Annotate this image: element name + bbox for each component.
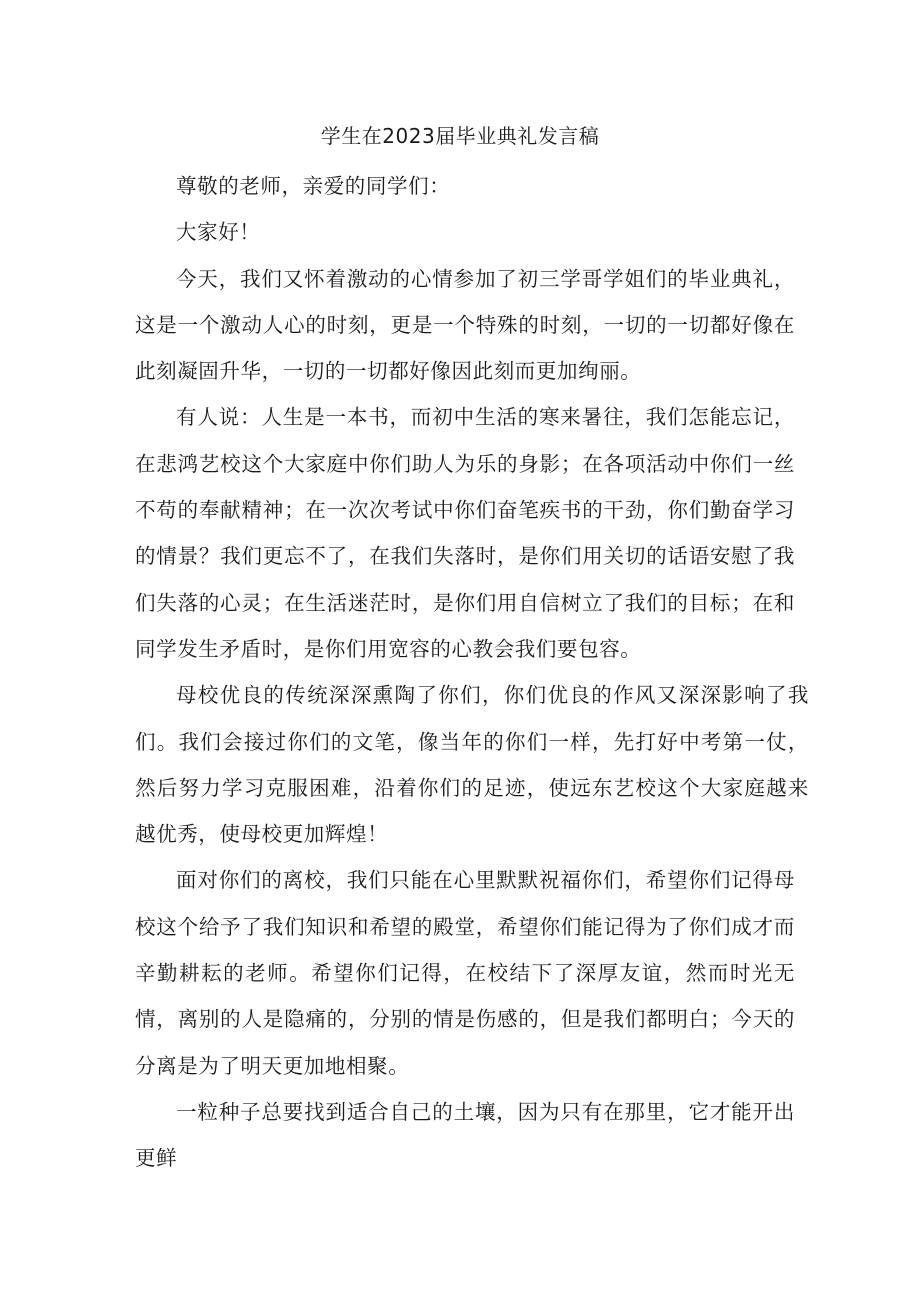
paragraph-3: 母校优良的传统深深熏陶了你们，你们优良的作风又深深影响了我们。我们会接过你们的文笔，像当年的你们一样，先打好中考第一仗，然后努力学习克服困难，沿着你们的足迹，使远东艺校这个大家庭越来越优秀，使母校更加辉煌！	[135, 683, 809, 847]
paragraph-2: 有人说：人生是一本书，而初中生活的寒来暑往，我们怎能忘记，在悲鸿艺校这个大家庭中你们助人为乐的身影；在各项活动中你们一丝不苟的奉献精神；在一次次考试中你们奋笔疾书的干劲，你们勤奋学习的情景？我们更忘不了，在我们失落时，是你们用关切的话语安慰了我们失落的心灵；在生活迷茫时，是你们用自信树立了我们的目标；在和同学发生矛盾时，是你们用宽容的心教会我们要包容。	[135, 405, 795, 661]
paragraph-4: 面对你们的离校，我们只能在心里默默祝福你们，希望你们记得母校这个给予了我们知识和希望的殿堂，希望你们能记得为了你们成才而辛勤耕耘的老师。希望你们记得，在校结下了深厚友谊，然而时光无情，离别的人是隐痛的，分别的情是伤感的，但是我们都明白；今天的分离是为了明天更加地相聚。	[135, 868, 795, 1078]
greeting: 大家好！	[176, 220, 261, 245]
paragraph-5: 一粒种子总要找到适合自己的土壤，因为只有在那里，它才能开出更鲜	[135, 1099, 795, 1171]
document-body	[135, 163, 809, 1182]
paragraph-1: 今天，我们又怀着激动的心情参加了初三学哥学姐们的毕业典礼，这是一个激动人心的时刻，更是一个特殊的时刻，一切的一切都好像在此刻凝固升华，一切的一切都好像因此刻而更加绚丽。	[135, 266, 795, 384]
document-title: 学生在2023届毕业典礼发言稿	[320, 124, 600, 148]
salutation: 尊敬的老师，亲爱的同学们：	[176, 174, 451, 198]
